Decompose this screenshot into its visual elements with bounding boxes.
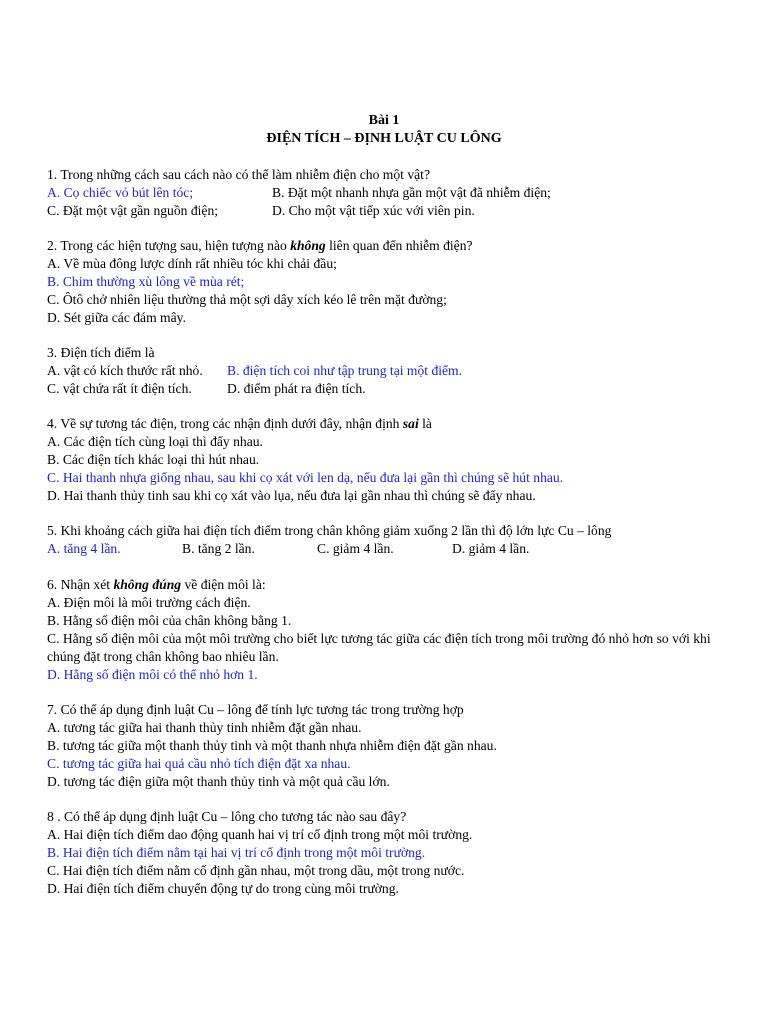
- q7-option-b: B. tương tác giữa một thanh thủy tinh và một thanh nhựa nhiễm điện đặt gần nhau.: [47, 738, 497, 753]
- q4-stem-pre: 4. Về sự tương tác điện, trong các nhận định dưới đây, nhận định: [47, 416, 403, 431]
- q2-option-c: C. Ôtô chở nhiên liệu thường thả một sợi dây xích kéo lê trên mặt đường;: [47, 292, 447, 307]
- q2-stem: [47, 237, 473, 255]
- q5-option-b: B. tăng 2 lần.: [182, 541, 255, 556]
- q8-option-d: D. Hai điện tích điểm chuyển động tự do trong cùng môi trường.: [47, 881, 399, 896]
- q5-option-a: A. tăng 4 lần.: [47, 541, 121, 556]
- q4-stem-post: là: [418, 416, 432, 431]
- q5-stem: 5. Khi khoảng cách giữa hai điện tích điểm trong chân không giảm xuống 2 lần thì độ lớn lực Cu – lông: [47, 523, 612, 538]
- q6-stem-post: về điện môi là:: [181, 577, 266, 592]
- q8-option-b: B. Hai điện tích điểm nằm tại hai vị trí cố định trong một môi trường.: [47, 845, 426, 860]
- q5-option-c: C. giảm 4 lần.: [317, 541, 394, 556]
- q3-option-a: A. vật có kích thước rất nhỏ.: [47, 363, 203, 378]
- lesson-number: Bài 1: [368, 113, 400, 128]
- q7-option-c: C. tương tác giữa hai quả cầu nhỏ tích điện đặt xa nhau.: [47, 756, 351, 771]
- q1-stem: 1. Trong những cách sau cách nào có thể làm nhiễm điện cho một vật?: [47, 167, 430, 182]
- q4-option-a: A. Các điện tích cùng loại thì đẩy nhau.: [47, 434, 263, 449]
- q7-option-a: A. tương tác giữa hai thanh thủy tinh nhiễm đặt gần nhau.: [47, 720, 362, 735]
- q3-option-d: D. điểm phát ra điện tích.: [227, 381, 366, 396]
- q1-option-a: A. Cọ chiếc vỏ bút lên tóc;: [47, 185, 194, 200]
- q3-option-b: B. điện tích coi như tập trung tại một điểm.: [227, 363, 463, 378]
- q2-stem-post: liên quan đến nhiễm điện?: [325, 238, 473, 253]
- q8-stem: 8 . Có thể áp dụng định luật Cu – lông cho tương tác nào sau đây?: [47, 809, 407, 824]
- q6-option-b: B. Hằng số điện môi của chân không bằng 1.: [47, 613, 292, 628]
- q2-option-a: A. Về mùa đông lược dính rất nhiều tóc khi chải đầu;: [47, 256, 337, 271]
- q4-option-d: D. Hai thanh thủy tinh sau khi cọ xát vào lụa, nếu đưa lại gần nhau thì chúng sẽ đẩy nhau.: [47, 488, 536, 503]
- q1-option-b: B. Đặt một nhanh nhựa gần một vật đã nhiễm điện;: [272, 185, 551, 200]
- q7-stem: 7. Có thể áp dụng định luật Cu – lông để tính lực tương tác trong trường hợp: [47, 702, 464, 717]
- q8-option-a: A. Hai điện tích điểm dao động quanh hai vị trí cố định trong một môi trường.: [47, 827, 473, 842]
- q2-option-d: D. Sét giữa các đám mây.: [47, 310, 186, 325]
- q5-option-d: D. giảm 4 lần.: [452, 541, 530, 556]
- q4-option-b: B. Các điện tích khác loại thì hút nhau.: [47, 452, 260, 467]
- q2-stem-pre: 2. Trong các hiện tượng sau, hiện tượng nào: [47, 238, 291, 253]
- q4-stem-emphasis: sai: [402, 416, 419, 431]
- q8-option-c: C. Hai điện tích điểm nằm cố định gần nhau, một trong dầu, một trong nước.: [47, 863, 465, 878]
- q6-option-a: A. Điện môi là môi trường cách điện.: [47, 595, 251, 610]
- q1-option-d: D. Cho một vật tiếp xúc với viên pin.: [272, 203, 475, 218]
- q4-stem: [47, 415, 432, 433]
- q6-stem-emphasis: không đúng: [113, 577, 182, 592]
- q2-option-b: B. Chim thường xù lông về mùa rét;: [47, 274, 245, 289]
- q4-option-c: C. Hai thanh nhựa giống nhau, sau khi cọ xát với len dạ, nếu đưa lại gần thì chúng sẽ hút nhau.: [47, 470, 564, 485]
- q7-option-d: D. tương tác điện giữa một thanh thủy tinh và một quả cầu lớn.: [47, 774, 390, 789]
- q6-stem: [47, 576, 266, 594]
- q6-stem-pre: 6. Nhận xét: [47, 577, 114, 592]
- q3-stem: 3. Điện tích điểm là: [47, 345, 155, 360]
- q2-stem-emphasis: không: [290, 238, 326, 253]
- q3-option-c: C. vật chứa rất ít điện tích.: [47, 381, 192, 396]
- lesson-title: ĐIỆN TÍCH – ĐỊNH LUẬT CU LÔNG: [266, 131, 502, 146]
- q6-option-c: C. Hằng số điện môi của một môi trường cho biết lực tương tác giữa các điện tích trong môi trường đó nhỏ hơn so với khi chúng đặt trong chân không bao nhiêu lần.: [47, 631, 711, 664]
- q1-option-c: C. Đặt một vật gần nguồn điện;: [47, 203, 219, 218]
- q6-option-d: D. Hằng số điện môi có thể nhỏ hơn 1.: [47, 667, 258, 682]
